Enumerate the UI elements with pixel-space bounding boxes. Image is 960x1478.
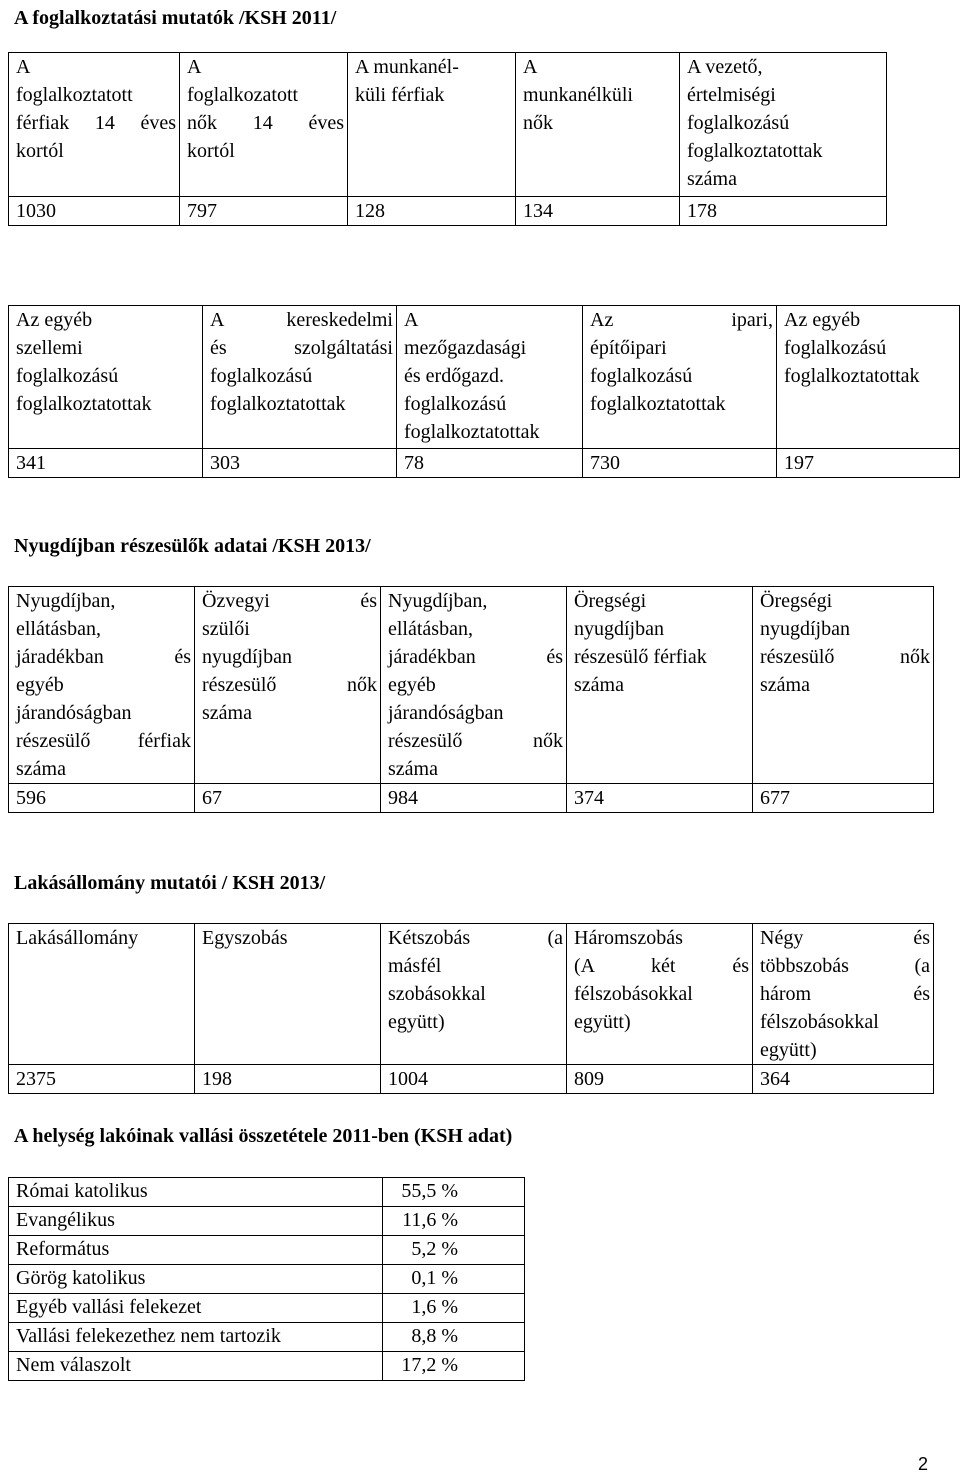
value-cell: 730 [583, 449, 777, 478]
header-line: félszobásokkal [760, 1011, 879, 1033]
header-line: részesülő nők [760, 646, 930, 668]
header-line: foglalkozású [687, 112, 790, 134]
table-row [9, 1265, 525, 1294]
header-cell [680, 53, 887, 197]
header-cell [567, 587, 753, 784]
value-cell: 374 [567, 784, 753, 813]
header-line: Az egyéb [16, 309, 93, 331]
header-line: foglalkozatott [187, 84, 299, 106]
table-row [9, 1178, 525, 1207]
header-line: Az egyéb [784, 309, 861, 331]
table-header-row [9, 924, 934, 1065]
religion-value: 5,2 % [383, 1236, 525, 1265]
header-line: Négy és [760, 927, 930, 949]
page-number: 2 [918, 1454, 929, 1474]
header-line: és erdőgazd. [404, 365, 504, 387]
header-cell [348, 53, 516, 197]
header-line: másfél [388, 955, 442, 977]
religion-value: 8,8 % [383, 1323, 525, 1352]
header-line: részesülő férfiak [574, 646, 707, 668]
header-line: foglalkozású [404, 393, 507, 415]
header-line: kortól [16, 140, 64, 162]
religion-value: 11,6 % [383, 1207, 525, 1236]
value-cell: 134 [516, 197, 680, 226]
header-line: Egyszobás [202, 927, 288, 949]
header-line: száma [760, 674, 810, 696]
employment-table-2 [8, 305, 960, 478]
religion-label: Evangélikus [9, 1207, 383, 1236]
header-line: száma [388, 758, 438, 780]
header-line: A vezető, [687, 56, 763, 78]
header-line: foglalkoztatottak [16, 393, 152, 415]
header-line: kortól [187, 140, 235, 162]
header-line: foglalkoztatottak [590, 393, 726, 415]
header-line: nyugdíjban [760, 618, 850, 640]
header-line: Kétszobás (a [388, 927, 563, 949]
table-row [9, 1207, 525, 1236]
header-cell [397, 306, 583, 449]
header-line: száma [202, 702, 252, 724]
value-cell: 596 [9, 784, 195, 813]
header-line: járandóságban [388, 702, 504, 724]
header-cell [195, 924, 381, 1065]
header-line: A [187, 56, 202, 78]
header-line: szobásokkal [388, 983, 486, 1005]
value-cell: 984 [381, 784, 567, 813]
religion-label: Görög katolikus [9, 1265, 383, 1294]
value-cell: 2375 [9, 1065, 195, 1094]
header-line: értelmiségi [687, 84, 776, 106]
header-line: A [404, 309, 419, 331]
header-line: többszobás (a [760, 955, 930, 977]
header-cell [777, 306, 960, 449]
value-cell: 364 [753, 1065, 934, 1094]
header-cell [195, 587, 381, 784]
header-line: foglalkozású [16, 365, 119, 387]
table-row [9, 784, 934, 813]
header-cell [381, 924, 567, 1065]
header-line: foglalkoztatottak [784, 365, 920, 387]
employment-table-1 [8, 52, 887, 226]
header-line: férfiak 14 éves [16, 112, 176, 134]
header-cell [9, 587, 195, 784]
header-line: Öregségi [760, 590, 833, 612]
value-cell: 797 [180, 197, 348, 226]
housing-table [8, 923, 934, 1094]
religion-label: Vallási felekezethez nem tartozik [9, 1323, 383, 1352]
header-line: Háromszobás [574, 927, 683, 949]
header-line: száma [574, 674, 624, 696]
header-line: három és [760, 983, 930, 1005]
header-line: félszobásokkal [574, 983, 693, 1005]
value-cell: 677 [753, 784, 934, 813]
table-header-row [9, 53, 887, 197]
value-cell: 178 [680, 197, 887, 226]
table-row [9, 1236, 525, 1265]
header-line: foglalkoztatott [16, 84, 133, 106]
value-cell: 128 [348, 197, 516, 226]
header-line: járandóságban [16, 702, 132, 724]
header-line: Nyugdíjban, [388, 590, 488, 612]
table-row [9, 197, 887, 226]
header-line: Az ipari, [590, 309, 773, 331]
header-line: nők [523, 112, 553, 134]
religion-label: Egyéb vallási felekezet [9, 1294, 383, 1323]
religion-value: 55,5 % [383, 1178, 525, 1207]
religion-label: Római katolikus [9, 1178, 383, 1207]
header-line: szülői [202, 618, 250, 640]
pension-title: Nyugdíjban részesülők adatai /KSH 2013/ [14, 535, 371, 557]
header-line: ellátásban, [388, 618, 473, 640]
header-line: együtt) [760, 1039, 817, 1061]
value-cell: 67 [195, 784, 381, 813]
value-cell: 1004 [381, 1065, 567, 1094]
header-line: Özvegyi és [202, 590, 377, 612]
religion-value: 0,1 % [383, 1265, 525, 1294]
header-line: szellemi [16, 337, 83, 359]
header-line: A [16, 56, 31, 78]
header-line: foglalkoztatottak [687, 140, 823, 162]
value-cell: 78 [397, 449, 583, 478]
header-line: részesülő nők [388, 730, 563, 752]
header-line: együtt) [388, 1011, 445, 1033]
header-line: járadékban és [388, 646, 563, 668]
header-cell [180, 53, 348, 197]
header-line: küli férfiak [355, 84, 445, 106]
header-line: foglalkozású [784, 337, 887, 359]
header-line: A munkanél- [355, 56, 459, 78]
header-line: száma [687, 168, 737, 190]
table-row [9, 1352, 525, 1381]
table-header-row [9, 587, 934, 784]
header-line: foglalkoztatottak [404, 421, 540, 443]
header-line: foglalkozású [210, 365, 313, 387]
header-line: építőipari [590, 337, 667, 359]
header-line: egyéb [388, 674, 436, 696]
header-cell [567, 924, 753, 1065]
header-cell [516, 53, 680, 197]
header-line: nők 14 éves [187, 112, 344, 134]
header-cell [753, 587, 934, 784]
header-line: Nyugdíjban, [16, 590, 116, 612]
pension-table [8, 586, 934, 813]
housing-title: Lakásállomány mutatói / KSH 2013/ [14, 872, 326, 894]
table-row [9, 1323, 525, 1352]
header-cell [203, 306, 397, 449]
header-cell [9, 924, 195, 1065]
employment-title: A foglalkoztatási mutatók /KSH 2011/ [14, 7, 337, 29]
header-cell [753, 924, 934, 1065]
header-line: Öregségi [574, 590, 647, 612]
religion-label: Nem válaszolt [9, 1352, 383, 1381]
header-line: mezőgazdasági [404, 337, 527, 359]
header-line: nyugdíjban [574, 618, 664, 640]
religion-label: Református [9, 1236, 383, 1265]
table-row [9, 449, 960, 478]
value-cell: 1030 [9, 197, 180, 226]
value-cell: 303 [203, 449, 397, 478]
religion-value: 17,2 % [383, 1352, 525, 1381]
header-line: (A két és [574, 955, 749, 977]
header-line: A kereskedelmi [210, 309, 393, 331]
header-line: együtt) [574, 1011, 631, 1033]
religion-value: 1,6 % [383, 1294, 525, 1323]
header-cell [381, 587, 567, 784]
header-line: munkanélküli [523, 84, 633, 106]
table-row [9, 1294, 525, 1323]
header-line: részesülő nők [202, 674, 377, 696]
value-cell: 341 [9, 449, 203, 478]
header-line: részesülő férfiak [16, 730, 191, 752]
value-cell: 197 [777, 449, 960, 478]
header-line: egyéb [16, 674, 64, 696]
value-cell: 809 [567, 1065, 753, 1094]
header-line: ellátásban, [16, 618, 101, 640]
header-line: száma [16, 758, 66, 780]
header-line: Lakásállomány [16, 927, 139, 949]
header-cell [583, 306, 777, 449]
table-header-row [9, 306, 960, 449]
religion-title: A helység lakóinak vallási összetétele 2011-ben (KSH adat) [14, 1125, 513, 1147]
value-cell: 198 [195, 1065, 381, 1094]
header-line: A [523, 56, 538, 78]
header-line: foglalkozású [590, 365, 693, 387]
table-row [9, 1065, 934, 1094]
header-cell [9, 53, 180, 197]
header-line: nyugdíjban [202, 646, 292, 668]
religion-table [8, 1177, 525, 1381]
header-line: járadékban és [16, 646, 191, 668]
header-cell [9, 306, 203, 449]
header-line: foglalkoztatottak [210, 393, 346, 415]
header-line: és szolgáltatási [210, 337, 393, 359]
